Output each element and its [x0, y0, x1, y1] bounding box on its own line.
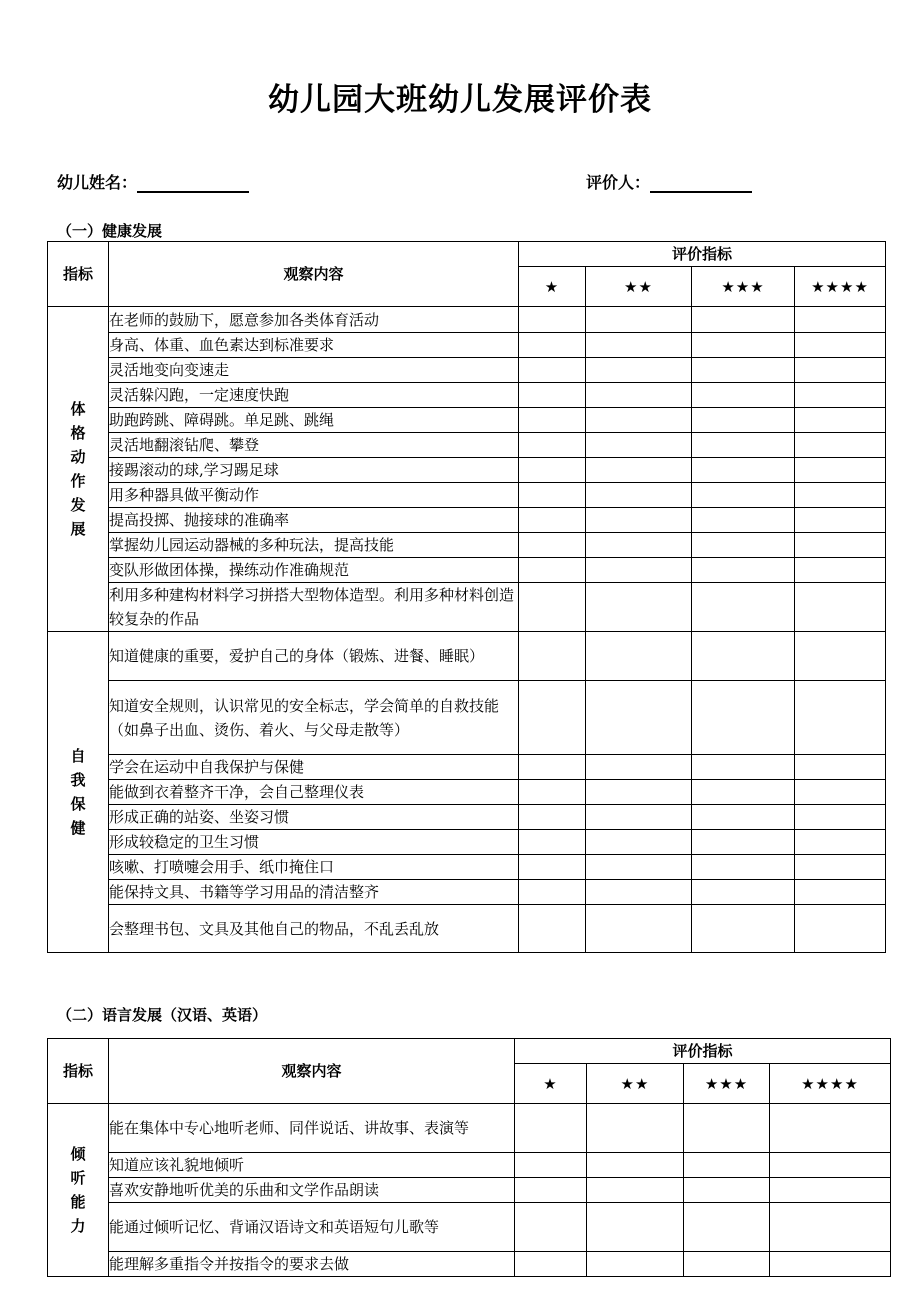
indicator-header: 指标: [48, 242, 109, 307]
table-row: [48, 1153, 891, 1178]
rating-cell[interactable]: [692, 632, 795, 681]
rating-cell[interactable]: [586, 408, 692, 433]
two-star-header: ★★: [587, 1064, 684, 1104]
rating-cell[interactable]: [587, 1203, 684, 1252]
evaluator-blank[interactable]: [650, 173, 752, 193]
table-header-row: [48, 242, 886, 267]
rating-cell[interactable]: [587, 1252, 684, 1277]
observation-item: 接踢滚动的球,学习踢足球: [109, 458, 519, 483]
rating-cell[interactable]: [692, 558, 795, 583]
observation-item: 能保持文具、书籍等学习用品的清洁整齐: [109, 880, 519, 905]
table-row: [48, 433, 886, 458]
rating-cell[interactable]: [519, 533, 586, 558]
observation-item: 知道安全规则，认识常见的安全标志，学会简单的自救技能（如鼻子出血、烫伤、着火、与父母走散等）: [109, 681, 519, 755]
table-row: [48, 880, 886, 905]
rating-cell[interactable]: [795, 780, 886, 805]
observation-item: 会整理书包、文具及其他自己的物品，不乱丢乱放: [109, 905, 519, 953]
rating-cell[interactable]: [692, 383, 795, 408]
rating-cell[interactable]: [684, 1178, 770, 1203]
observation-item: 形成较稳定的卫生习惯: [109, 830, 519, 855]
rating-cell[interactable]: [586, 533, 692, 558]
four-star-header: ★★★★: [795, 267, 886, 307]
category-label: 倾听能力: [70, 1145, 86, 1235]
rating-cell[interactable]: [519, 508, 586, 533]
table-row: [48, 508, 886, 533]
table-row: [48, 905, 886, 953]
section-health-title: （一）健康发展: [57, 222, 163, 240]
rating-cell[interactable]: [795, 408, 886, 433]
table-row: [48, 681, 886, 755]
rating-cell[interactable]: [515, 1104, 587, 1153]
rating-cell[interactable]: [795, 383, 886, 408]
table-row: [48, 307, 886, 333]
table-row: [48, 855, 886, 880]
rating-cell[interactable]: [586, 830, 692, 855]
observation-item: 提高投掷、抛接球的准确率: [109, 508, 519, 533]
rating-cell[interactable]: [770, 1203, 891, 1252]
rating-cell[interactable]: [519, 632, 586, 681]
table-row: [48, 558, 886, 583]
rating-cell[interactable]: [795, 755, 886, 780]
observation-header: 观察内容: [109, 1039, 515, 1104]
rating-cell[interactable]: [586, 333, 692, 358]
table-row: [48, 533, 886, 558]
rating-cell[interactable]: [519, 307, 586, 333]
observation-item: 能理解多重指令并按指令的要求去做: [109, 1252, 515, 1277]
category-label: 体格动作发展: [70, 400, 86, 538]
language-table: [47, 1038, 891, 1277]
rating-cell[interactable]: [586, 755, 692, 780]
rating-cell[interactable]: [586, 905, 692, 953]
page-title: 幼儿园大班幼儿发展评价表: [268, 82, 652, 118]
rating-cell[interactable]: [519, 558, 586, 583]
observation-header: 观察内容: [109, 242, 519, 307]
one-star-header: ★: [519, 267, 586, 307]
observation-item: 能通过倾听记忆、背诵汉语诗文和英语短句儿歌等: [109, 1203, 515, 1252]
rating-cell[interactable]: [795, 905, 886, 953]
observation-item: 喜欢安静地听优美的乐曲和文学作品朗读: [109, 1178, 515, 1203]
rating-cell[interactable]: [519, 905, 586, 953]
rating-cell[interactable]: [586, 458, 692, 483]
rating-cell[interactable]: [586, 307, 692, 333]
rating-cell[interactable]: [795, 880, 886, 905]
rating-cell[interactable]: [692, 433, 795, 458]
rating-cell[interactable]: [684, 1153, 770, 1178]
one-star-header: ★: [515, 1064, 587, 1104]
observation-item: 灵活躲闪跑，一定速度快跑: [109, 383, 519, 408]
table-row: [48, 1252, 891, 1277]
rating-cell[interactable]: [519, 433, 586, 458]
rating-cell[interactable]: [586, 508, 692, 533]
rating-cell[interactable]: [519, 358, 586, 383]
rating-cell[interactable]: [692, 880, 795, 905]
rating-cell[interactable]: [692, 533, 795, 558]
rating-cell[interactable]: [692, 307, 795, 333]
observation-item: 咳嗽、打喷嚏会用手、纸巾掩住口: [109, 855, 519, 880]
rating-cell[interactable]: [795, 681, 886, 755]
table-row: [48, 358, 886, 383]
rating-cell[interactable]: [587, 1178, 684, 1203]
indicator-header: 指标: [48, 1039, 109, 1104]
section-language-title: （二）语言发展（汉语、英语）: [57, 1006, 268, 1024]
rating-cell[interactable]: [795, 483, 886, 508]
rating-cell[interactable]: [795, 583, 886, 632]
evaluator-field: [586, 170, 752, 193]
table-row: [48, 1203, 891, 1252]
rating-cell[interactable]: [692, 358, 795, 383]
table-row: [48, 1104, 891, 1153]
category-self-care: [48, 632, 109, 953]
rating-cell[interactable]: [519, 805, 586, 830]
table-row: [48, 383, 886, 408]
table-row: [48, 583, 886, 632]
rating-cell[interactable]: [795, 558, 886, 583]
rating-cell[interactable]: [684, 1252, 770, 1277]
rating-cell[interactable]: [586, 558, 692, 583]
rating-cell[interactable]: [795, 855, 886, 880]
rating-cell[interactable]: [770, 1104, 891, 1153]
rating-cell[interactable]: [586, 681, 692, 755]
rating-cell[interactable]: [692, 805, 795, 830]
observation-item: 用多种器具做平衡动作: [109, 483, 519, 508]
rating-cell[interactable]: [519, 333, 586, 358]
rating-cell[interactable]: [519, 408, 586, 433]
observation-item: 知道应该礼貌地倾听: [109, 1153, 515, 1178]
table-row: [48, 483, 886, 508]
rating-cell[interactable]: [692, 333, 795, 358]
table-row: [48, 830, 886, 855]
observation-item: 灵活地翻滚钻爬、攀登: [109, 433, 519, 458]
observation-item: 掌握幼儿园运动器械的多种玩法，提高技能: [109, 533, 519, 558]
rating-cell[interactable]: [684, 1104, 770, 1153]
rating-cell[interactable]: [586, 583, 692, 632]
rating-cell[interactable]: [519, 458, 586, 483]
rating-cell[interactable]: [770, 1153, 891, 1178]
rating-header: 评价指标: [519, 242, 886, 267]
rating-cell[interactable]: [692, 508, 795, 533]
observation-item: 学会在运动中自我保护与保健: [109, 755, 519, 780]
table-row: [48, 1178, 891, 1203]
rating-cell[interactable]: [684, 1203, 770, 1252]
observation-item: 利用多种建构材料学习拼搭大型物体造型。利用多种材料创造较复杂的作品: [109, 583, 519, 632]
rating-cell[interactable]: [795, 830, 886, 855]
observation-item: 身高、体重、血色素达到标准要求: [109, 333, 519, 358]
three-star-header: ★★★: [692, 267, 795, 307]
observation-item: 助跑跨跳、障碍跳。单足跳、跳绳: [109, 408, 519, 433]
table-row: [48, 632, 886, 681]
observation-item: 能做到衣着整齐干净，会自己整理仪表: [109, 780, 519, 805]
rating-cell[interactable]: [795, 508, 886, 533]
observation-item: 灵活地变向变速走: [109, 358, 519, 383]
child-name-label: 幼儿姓名：: [57, 173, 138, 192]
rating-cell[interactable]: [692, 681, 795, 755]
rating-cell[interactable]: [515, 1252, 587, 1277]
rating-cell[interactable]: [519, 880, 586, 905]
health-table: [47, 241, 886, 953]
rating-cell[interactable]: [519, 383, 586, 408]
rating-cell[interactable]: [586, 880, 692, 905]
rating-cell[interactable]: [586, 358, 692, 383]
rating-cell[interactable]: [586, 780, 692, 805]
rating-cell[interactable]: [795, 307, 886, 333]
rating-cell[interactable]: [587, 1153, 684, 1178]
rating-cell[interactable]: [795, 333, 886, 358]
table-row: [48, 408, 886, 433]
two-star-header: ★★: [586, 267, 692, 307]
rating-cell[interactable]: [586, 383, 692, 408]
rating-cell[interactable]: [519, 755, 586, 780]
category-listening: [48, 1104, 109, 1277]
three-star-header: ★★★: [684, 1064, 770, 1104]
table-row: [48, 458, 886, 483]
rating-cell[interactable]: [692, 905, 795, 953]
rating-cell[interactable]: [795, 433, 886, 458]
rating-cell[interactable]: [692, 855, 795, 880]
rating-cell[interactable]: [519, 483, 586, 508]
rating-cell[interactable]: [692, 483, 795, 508]
rating-cell[interactable]: [519, 583, 586, 632]
rating-cell[interactable]: [795, 533, 886, 558]
rating-header: 评价指标: [515, 1039, 891, 1064]
observation-item: 知道健康的重要，爱护自己的身体（锻炼、进餐、睡眠）: [109, 632, 519, 681]
rating-cell[interactable]: [586, 632, 692, 681]
rating-cell[interactable]: [795, 632, 886, 681]
evaluator-label: 评价人：: [586, 173, 651, 192]
rating-cell[interactable]: [519, 855, 586, 880]
table-row: [48, 755, 886, 780]
rating-cell[interactable]: [795, 805, 886, 830]
rating-cell[interactable]: [586, 855, 692, 880]
rating-cell[interactable]: [515, 1203, 587, 1252]
category-label: 自我保健: [70, 747, 86, 837]
four-star-header: ★★★★: [770, 1064, 891, 1104]
rating-cell[interactable]: [519, 780, 586, 805]
rating-cell[interactable]: [586, 483, 692, 508]
rating-cell[interactable]: [586, 805, 692, 830]
observation-item: 变队形做团体操，操练动作准确规范: [109, 558, 519, 583]
category-physical: [48, 307, 109, 632]
rating-cell[interactable]: [692, 780, 795, 805]
observation-item: 形成正确的站姿、坐姿习惯: [109, 805, 519, 830]
table-header-row: [48, 1039, 891, 1064]
rating-cell[interactable]: [795, 358, 886, 383]
rating-cell[interactable]: [795, 458, 886, 483]
rating-cell[interactable]: [692, 458, 795, 483]
rating-cell[interactable]: [692, 755, 795, 780]
observation-item: 在老师的鼓励下，愿意参加各类体育活动: [109, 307, 519, 333]
table-row: [48, 805, 886, 830]
table-row: [48, 780, 886, 805]
rating-cell[interactable]: [770, 1178, 891, 1203]
rating-cell[interactable]: [770, 1252, 891, 1277]
observation-item: 能在集体中专心地听老师、同伴说话、讲故事、表演等: [109, 1104, 515, 1153]
rating-cell[interactable]: [587, 1104, 684, 1153]
rating-cell[interactable]: [515, 1178, 587, 1203]
rating-cell[interactable]: [519, 681, 586, 755]
child-name-field: [57, 170, 249, 193]
rating-cell[interactable]: [586, 433, 692, 458]
child-name-blank[interactable]: [137, 173, 249, 193]
rating-cell[interactable]: [519, 830, 586, 855]
rating-cell[interactable]: [515, 1153, 587, 1178]
rating-cell[interactable]: [692, 583, 795, 632]
rating-cell[interactable]: [692, 408, 795, 433]
table-row: [48, 333, 886, 358]
rating-cell[interactable]: [692, 830, 795, 855]
